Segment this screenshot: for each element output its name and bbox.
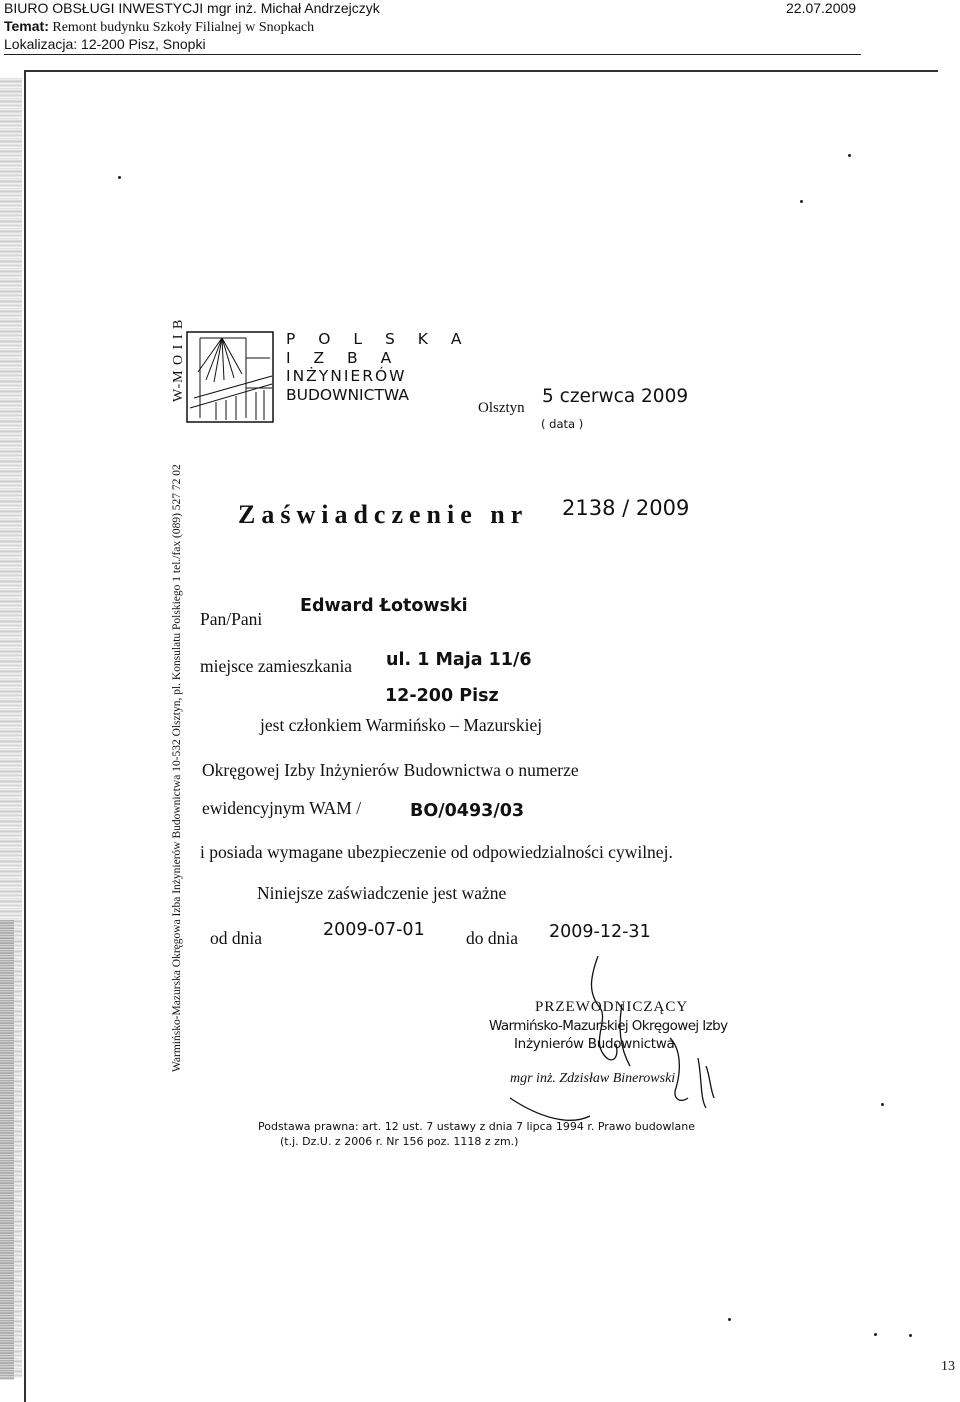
- topic-label: Temat:: [4, 18, 49, 34]
- legal-basis-line2: (t.j. Dz.U. z 2006 r. Nr 156 poz. 1118 z zm.): [280, 1135, 519, 1148]
- certificate-title: Zaświadczenie nr: [238, 500, 529, 529]
- scan-speck: [874, 1333, 877, 1336]
- validity-text: Niniejsze zaświadczenie jest ważne: [257, 883, 507, 903]
- issue-date-caption: ( data ): [541, 417, 584, 431]
- valid-to-label: do dnia: [466, 928, 519, 948]
- valid-from-date: 2009-07-01: [323, 920, 425, 940]
- address-street: ul. 1 Maja 11/6: [386, 650, 532, 670]
- topic-value: Remont budynku Szkoły Filialnej w Snopkach: [48, 20, 315, 35]
- registry-number: BO/0493/03: [410, 801, 525, 821]
- issue-date: 5 czerwca 2009: [542, 386, 689, 407]
- stamp-organization-line2: Inżynierów Budownictwa: [514, 1036, 675, 1052]
- valid-from-label: od dnia: [210, 928, 263, 948]
- stamp-signatory-name: mgr inż. Zdzisław Binerowski: [510, 1071, 676, 1086]
- stamp-organization-line1: Warmińsko-Mazurskiej Okręgowej Izby: [489, 1018, 728, 1034]
- header-divider: [4, 54, 861, 55]
- certificate-number: 2138 / 2009: [562, 496, 690, 520]
- chamber-name-line1: P O L S K A: [286, 330, 471, 348]
- chamber-name-line2: I Z B A: [286, 348, 401, 367]
- legal-basis-line1: Podstawa prawna: art. 12 ust. 7 ustawy z dnia 7 lipca 1994 r. Prawo budowlane: [258, 1120, 695, 1133]
- header-office: BIURO OBSŁUGI INWESTYCJI mgr inż. Michał Andrzejczyk: [4, 0, 380, 16]
- address-label: miejsce zamieszkania: [200, 656, 353, 676]
- registry-label: ewidencyjnym WAM /: [202, 798, 362, 818]
- name-label: Pan/Pani: [200, 609, 263, 629]
- chamber-name-line4: BUDOWNICTWA: [286, 385, 409, 404]
- chamber-address-vertical: Warmińsko-Mazurska Okręgowa Izba Inżynierów Budownictwa 10-532 Olsztyn, pl. Konsulatu Polskiego 1 tel./fax (089) 527 72 02: [171, 464, 183, 1072]
- scan-speck: [800, 200, 803, 203]
- scan-speck: [909, 1334, 912, 1337]
- chamber-logo-icon: [186, 328, 276, 426]
- header-topic: [4, 18, 314, 36]
- stamp-role: PRZEWODNICZĄCY: [535, 999, 689, 1015]
- scan-speck: [728, 1318, 731, 1321]
- membership-text: jest członkiem Warmińsko – Mazurskiej: [260, 715, 543, 735]
- chamber-text: Okręgowej Izby Inżynierów Budownictwa o numerze: [202, 760, 579, 780]
- person-name: Edward Łotowski: [300, 596, 468, 616]
- scan-edge-noise-dark: [0, 920, 14, 1380]
- scanned-page-frame: [24, 70, 938, 1402]
- valid-to-date: 2009-12-31: [549, 922, 651, 942]
- page-number: 13: [941, 1359, 955, 1374]
- scan-speck: [118, 176, 121, 179]
- chamber-code-vertical: W-M O I I B: [171, 318, 186, 402]
- header-date: 22.07.2009: [786, 0, 857, 16]
- insurance-text: i posiada wymagane ubezpieczenie od odpowiedzialności cywilnej.: [200, 842, 673, 862]
- scan-speck: [848, 154, 851, 157]
- address-city: 12-200 Pisz: [385, 686, 499, 706]
- scan-speck: [881, 1103, 884, 1106]
- chamber-name-line3: INŻYNIERÓW: [286, 367, 407, 385]
- chamber-name-block: [286, 330, 470, 404]
- header-location: Lokalizacja: 12-200 Pisz, Snopki: [4, 36, 206, 52]
- issue-place: Olsztyn: [478, 400, 525, 416]
